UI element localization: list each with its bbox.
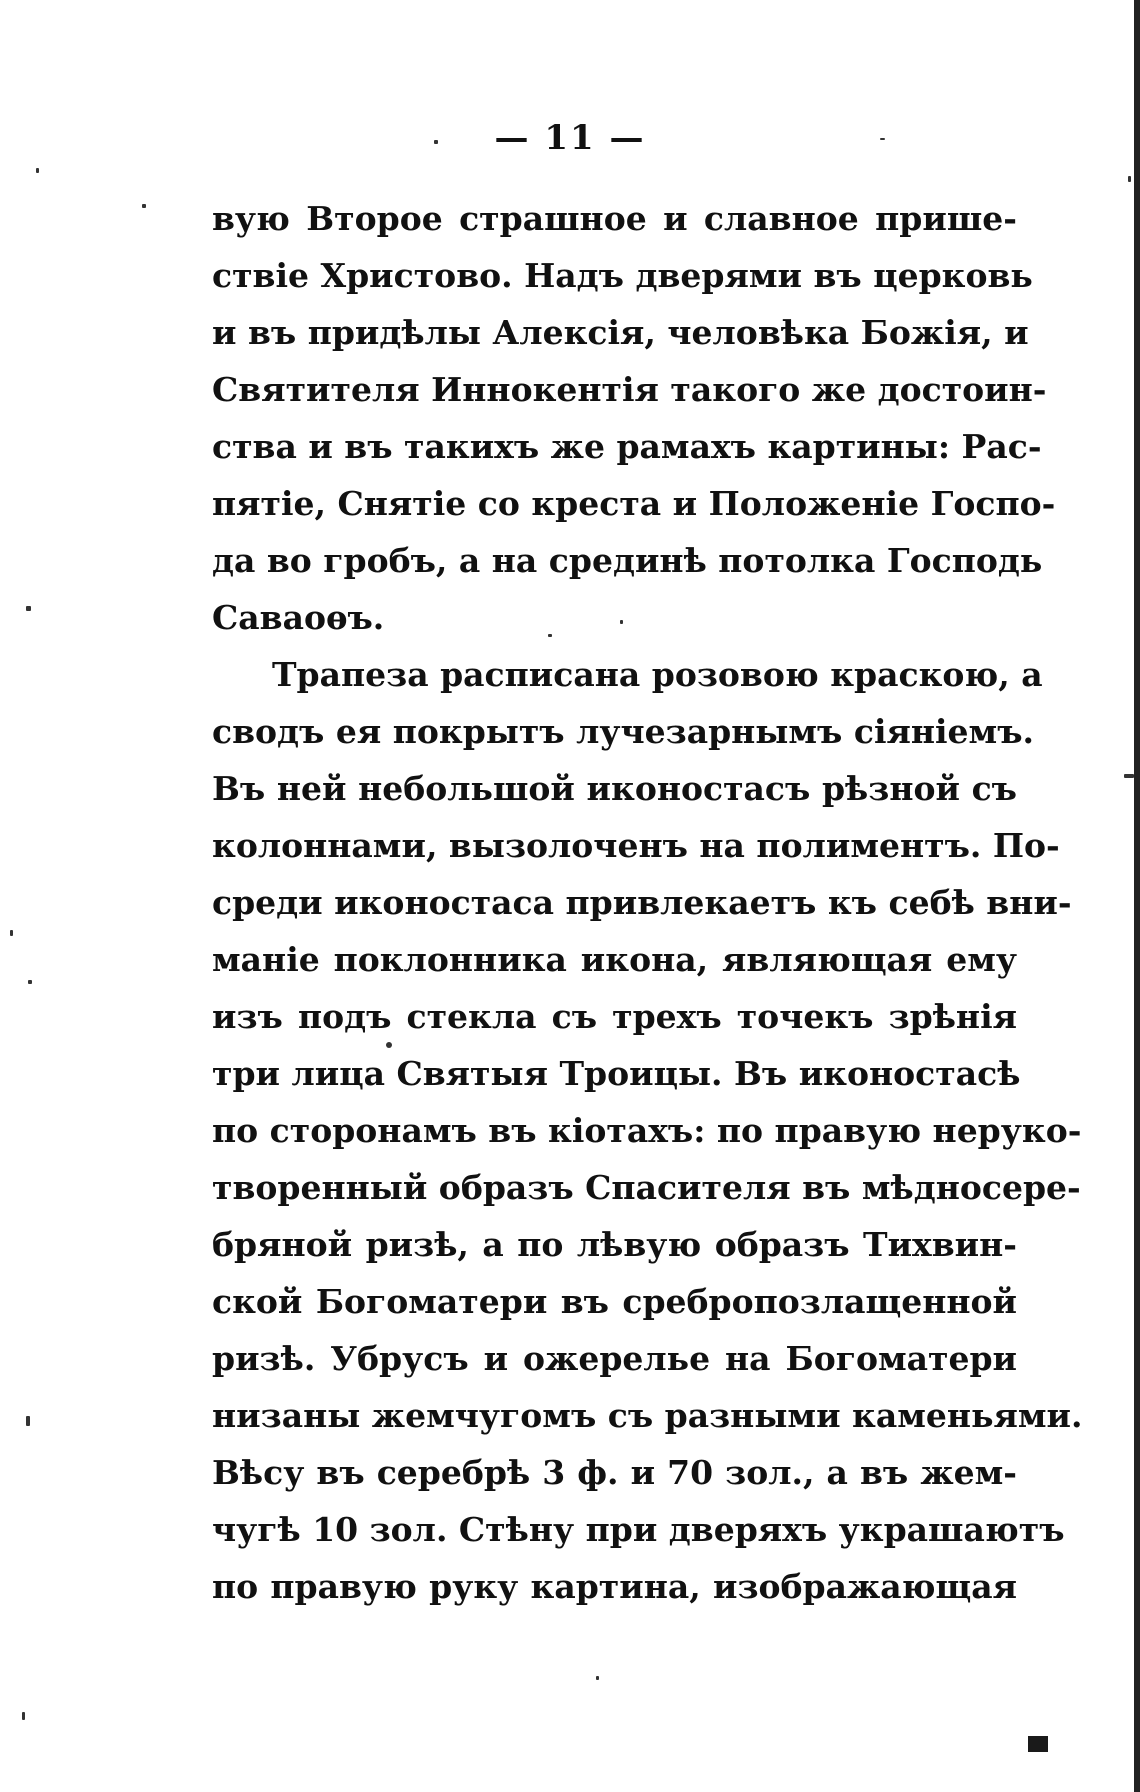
text-line: по правую руку картина, изображающая [212, 1567, 1017, 1606]
scan-speck [880, 138, 885, 140]
scan-speck [142, 204, 146, 208]
text-line: ства и въ такихъ же рамахъ картины: Рас- [212, 427, 1042, 466]
text-line: Саваоѳъ. [212, 598, 385, 637]
scan-speck [386, 1042, 392, 1048]
corner-ink-mark [1028, 1736, 1048, 1752]
text-line: вую Второе страшное и славное прише- [212, 199, 1017, 238]
text-line: Трапеза расписана розовою краскою, а [272, 655, 1043, 694]
page-edge-shadow [1134, 0, 1140, 1792]
text-line: чугѣ 10 зол. Стѣну при дверяхъ украшаютъ [212, 1510, 1065, 1549]
text-line: творенный образъ Спасителя въ мѣдносере- [212, 1168, 1081, 1207]
text-line: пятіе, Снятіе со креста и Положеніе Госпо- [212, 484, 1056, 523]
scan-speck [26, 1416, 30, 1426]
text-line: Вѣсу въ серебрѣ 3 ф. и 70 зол., а въ жем- [212, 1453, 1017, 1492]
scan-speck [548, 634, 552, 637]
text-line: низаны жемчугомъ съ разными каменьями. [212, 1396, 1083, 1435]
text-line: среди иконостаса привлекаетъ къ себѣ вни- [212, 883, 1072, 922]
scan-speck [26, 606, 31, 611]
scan-speck [1128, 176, 1131, 182]
text-line: да во гробъ, а на срединѣ потолка Господь [212, 541, 1043, 580]
paragraph-1 [212, 190, 1056, 646]
text-line: бряной ризѣ, а по лѣвую образъ Тихвин- [212, 1225, 1017, 1264]
text-line: и въ придѣлы Алексія, человѣка Божія, и [212, 313, 1029, 352]
scan-speck [10, 930, 13, 936]
text-line: ствіе Христово. Надъ дверями въ церковь [212, 256, 1033, 295]
scan-speck [28, 980, 32, 984]
scan-speck [36, 168, 39, 173]
body-text [212, 190, 1083, 1615]
text-line: Въ ней небольшой иконостасъ рѣзной съ [212, 769, 1017, 808]
text-line: сводъ ея покрытъ лучезарнымъ сіяніемъ. [212, 712, 1035, 751]
page-number: — 11 — [494, 118, 646, 158]
text-line: колоннами, вызолоченъ на полиментъ. По- [212, 826, 1060, 865]
text-line: ской Богоматери въ сребропозлащенной [212, 1282, 1017, 1321]
paragraph-2 [212, 646, 1083, 1615]
text-line: Святителя Иннокентія такого же достоин- [212, 370, 1047, 409]
scan-speck [434, 140, 438, 144]
text-line: ризѣ. Убрусъ и ожерелье на Богоматери [212, 1339, 1017, 1378]
scan-speck [1124, 774, 1134, 778]
scan-speck [22, 1712, 25, 1720]
text-line: маніе поклонника икона, являющая ему [212, 940, 1017, 979]
text-line: изъ подъ стекла съ трехъ точекъ зрѣнія [212, 997, 1017, 1036]
text-line: по сторонамъ въ кіотахъ: по правую нерукo- [212, 1111, 1082, 1150]
text-line: три лица Святыя Троицы. Въ иконостасѣ [212, 1054, 1021, 1093]
scan-speck [620, 620, 623, 624]
scan-speck [596, 1676, 599, 1680]
